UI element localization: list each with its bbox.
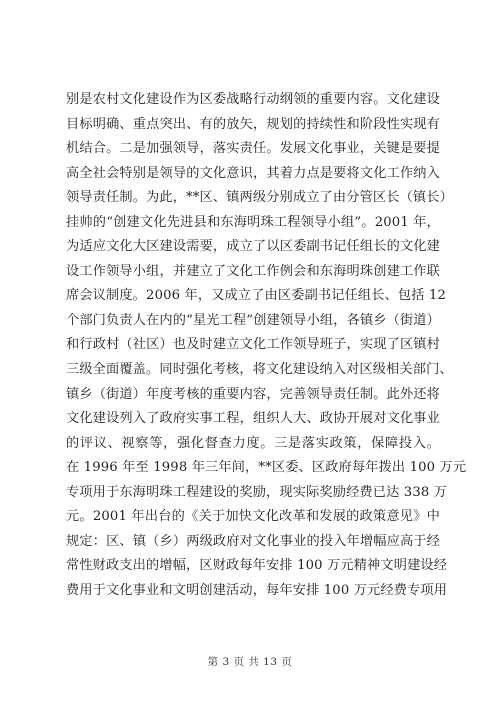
text-line: 三级全面覆盖。同时强化考核，将文化建设纳入对区级相关部门、 [66,362,453,378]
text-line: 镇乡（街道）年度考核的重要内容，完善领导责任制。此外还将 [66,386,440,402]
text-line: 别是农村文化建设作为区委战略行动纲领的重要内容。文化建设 [66,92,440,107]
text-line: 专项用于东海明珠工程建设的奖励，现实际奖励经费已达 338 万 [66,484,448,500]
text-line: 规定：区、镇（乡）两级政府对文化事业的投入年增幅应高于经 [66,533,440,549]
text-line: 常性财政支出的增幅，区财政每年安排 100 万元精神文明建设经 [66,558,448,574]
text-line: 高全社会特别是领导的文化意识，其着力点是要将文化工作纳入 [66,165,440,181]
page-footer: 第 3 页 共 13 页 [207,656,293,668]
text-line: 席会议制度。2006 年，又成立了由区委副书记任组长、包括 12 [66,288,447,304]
text-line: 元。2001 年出台的《关于加快文化改革和发展的政策意见》中 [66,509,440,525]
text-line: 机结合。二是加强领导，落实责任。发展文化事业，关键是要提 [66,141,440,157]
text-line: 设工作领导小组，并建立了文化工作例会和东海明珠创建工作联 [66,263,440,279]
text-line: 和行政村（社区）也及时建立文化工作领导班子，实现了区镇村 [66,337,440,353]
body-text [66,88,467,603]
text-line: 挂帅的“创建文化先进县和东海明珠工程领导小组”。2001 年， [66,214,440,230]
text-line: 费用于文化事业和文明创建活动，每年安排 100 万元经费专项用 [66,582,448,598]
text-line: 为适应文化大区建设需要，成立了以区委副书记任组长的文化建 [66,239,440,255]
text-line: 领导责任制。为此，**区、镇两级分别成立了由分管区长（镇长） [66,190,453,206]
text-line: 文化建设列入了政府实事工程，组织人大、政协开展对文化事业 [66,411,440,427]
text-line: 目标明确、重点突出、有的放矢，规划的持续性和阶段性实现有 [66,116,440,132]
text-line: 在 1996 年至 1998 年三年间，**区委、区政府每年拨出 100 万元 [66,460,467,476]
text-line: 个部门负责人在内的“星光工程”创建领导小组，各镇乡（街道） [66,312,440,328]
text-line: 的评议、视察等，强化督查力度。三是落实政策，保障投入。 [66,435,440,451]
